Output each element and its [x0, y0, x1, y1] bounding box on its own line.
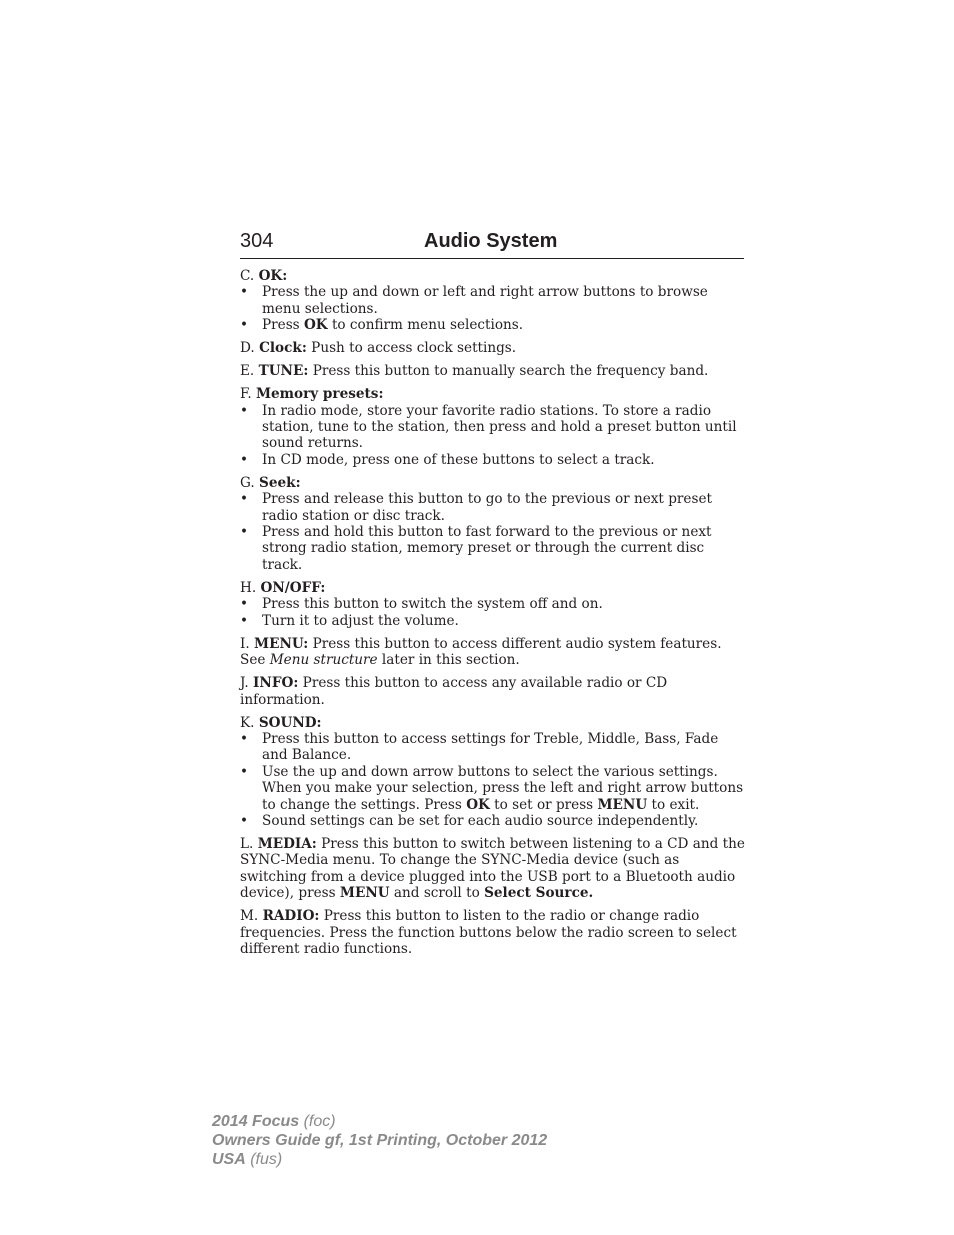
- footer-line-3: USA (fus): [212, 1151, 283, 1168]
- section-d: D. Clock: Push to access clock settings.: [240, 340, 517, 357]
- section-h-heading: H. ON/OFF:: [240, 579, 326, 596]
- section-c-list: [240, 284, 746, 333]
- footer-line-1: 2014 Focus (foc): [212, 1113, 336, 1130]
- list-item: • Press and release this button to go to the previous or next preset radio station or disc track.: [240, 491, 712, 524]
- list-item: • Press this button to switch the system off and on.: [240, 596, 603, 613]
- section-l: L. MEDIA: Press this button to switch between listening to a CD and the SYNC-Media menu. To change the SYNC-Media device (such as switching from a device plugged into the USB port to a Bluetooth audio device), press MENU and scroll to Select Source.: [240, 835, 745, 902]
- section-i: I. MENU: Press this button to access different audio system features. See Menu structure later in this section.: [240, 635, 722, 669]
- section-e: E. TUNE: Press this button to manually search the frequency band.: [240, 363, 709, 380]
- section-f-list: [240, 403, 746, 469]
- page-header: [240, 228, 744, 259]
- section-c-heading: C. OK:: [240, 268, 288, 284]
- page-footer: [212, 1112, 547, 1169]
- page-title: Audio System: [424, 230, 558, 252]
- section-m: M. RADIO: Press this button to listen to the radio or change radio frequencies. Press the function buttons below the radio screen to select different radio functions.: [240, 908, 737, 957]
- page-content: [240, 268, 746, 964]
- section-k-heading: K. SOUND:: [240, 714, 322, 731]
- menu-structure-reference: Menu structure: [269, 652, 378, 669]
- list-item: • Press this button to access settings for Treble, Middle, Bass, Fade and Balance.: [240, 730, 719, 764]
- footer-line-2: Owners Guide gf, 1st Printing, October 2012: [212, 1132, 548, 1149]
- list-item: • In CD mode, press one of these buttons to select a track.: [240, 451, 655, 468]
- section-f-heading: F. Memory presets:: [240, 386, 384, 403]
- section-k-list: [240, 731, 746, 829]
- page-number: 304: [240, 230, 274, 252]
- list-item: • In radio mode, store your favorite radio stations. To store a radio station, tune to the station, then press and hold a preset button until sound returns.: [240, 402, 737, 452]
- section-h-list: [240, 596, 746, 629]
- list-item: • Press the up and down or left and right arrow buttons to browse menu selections.: [240, 284, 708, 317]
- section-j: J. INFO: Press this button to access any available radio or CD information.: [240, 675, 668, 708]
- section-g-heading: G. Seek:: [240, 474, 301, 491]
- section-g-list: [240, 491, 746, 573]
- list-item: • Sound settings can be set for each audio source independently.: [240, 812, 699, 829]
- list-item: • Press OK to confirm menu selections.: [240, 317, 524, 334]
- list-item: • Use the up and down arrow buttons to select the various settings. When you make your selection, press the left and right arrow buttons to change the settings. Press OK to set or press MENU to exit.: [240, 763, 744, 813]
- list-item: • Press and hold this button to fast forward to the previous or next strong radio station, memory preset or through the current disc track.: [240, 524, 712, 573]
- list-item: • Turn it to adjust the volume.: [240, 612, 459, 629]
